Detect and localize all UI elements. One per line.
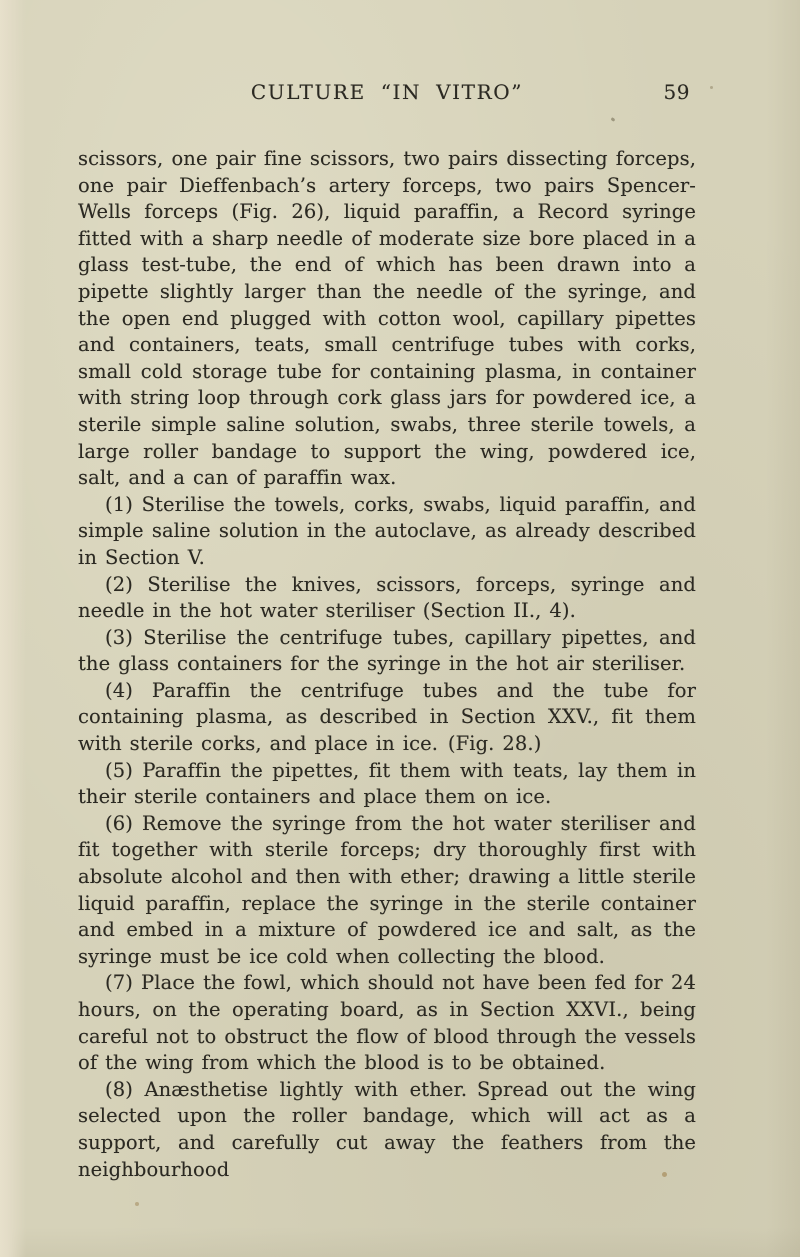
running-header [78,80,696,112]
paper-speck [135,1202,139,1206]
paragraph: (4) Paraffin the centrifuge tubes and the tube for containing plasma, as described in Section XXV., fit them with sterile corks, and place in ice. (Fig. 28.) [78,678,696,756]
paragraph: (5) Paraffin the pipettes, fit them with teats, lay them in their sterile containers and place them on ice. [78,758,696,809]
paragraph: (2) Sterilise the knives, scissors, forceps, syringe and needle in the hot water steriliser (Section II., 4). [78,572,696,623]
paragraph: (3) Sterilise the centrifuge tubes, capillary pipettes, and the glass containers for the syringe in the hot air steriliser. [78,625,696,676]
page-number: 59 [663,80,690,104]
paragraph: (8) Anæsthetise lightly with ether. Spread out the wing selected upon the roller bandage, which will act as a support, and carefully cut away the feathers from the neighbourhood [78,1077,696,1181]
paragraph: scissors, one pair fine scissors, two pairs dissecting forceps, one pair Dieffenbach’s artery forceps, two pairs Spencer-Wells forceps (Fig. 26), liquid paraffin, a Record syringe fitted with a sharp needle of moderate size bore placed in a glass test-tube, the end of which has been drawn into a pipette slightly larger than the needle of the syringe, and the open end plugged with cotton wool, capillary pipettes and containers, teats, small centrifuge tubes with corks, small cold storage tube for containing plasma, in container with string loop through cork glass jars for powdered ice, a sterile simple saline solution, swabs, three sterile towels, a large roller bandage to support the wing, powdered ice, salt, and a can of paraffin wax. [78,147,696,490]
paragraph: (6) Remove the syringe from the hot water steriliser and fit together with sterile forceps; dry thoroughly first with absolute alcohol and then with ether; drawing a little sterile liquid paraffin, replace the syringe in the sterile container and embed in a mixture of powdered ice and salt, as the syringe must be ice cold when collecting the blood. [78,811,696,968]
paragraph: (7) Place the fowl, which should not have been fed for 24 hours, on the operating board, as in Section XXVI., being careful not to obstruct the flow of blood through the vessels of the wing from which the blood is to be obtained. [78,971,696,1075]
page-title: CULTURE “IN VITRO” [250,80,524,104]
paragraph: (1) Sterilise the towels, corks, swabs, liquid paraffin, and simple saline solution in the autoclave, as already described in Section V. [78,492,696,569]
text-block [78,80,696,1183]
paper-speck [710,86,713,89]
body-text [78,146,696,1183]
